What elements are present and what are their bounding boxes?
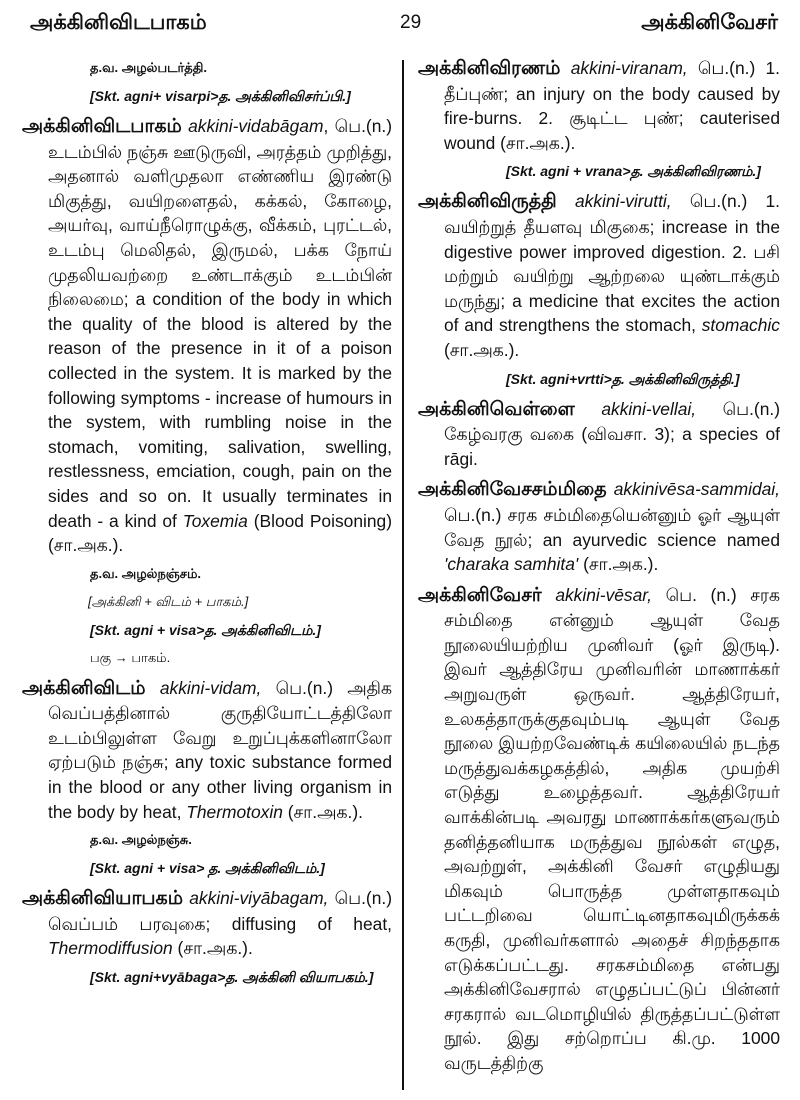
headword: அக்கினிவேசசம்மிதை	[418, 479, 607, 501]
transliteration: akkini-viranam,	[570, 58, 688, 78]
dictionary-entry	[416, 583, 780, 1076]
transliteration: akkini-virutti,	[574, 191, 672, 212]
definition: பெ.(n.) உடம்பில் நஞ்சு ஊடுருவி, அரத்தம் முறித்து, அதனால் வளிமுதலா எண்ணிய இரண்டு மிகுத்து, வயிறளைதல், கக்கல், கோழை, அயர்வு, வாய்நீரொழுக்கு, வீக்கம், புரட்டல், உடம்பு மெலிதல், இருமல், பக்க நோய் முதலியவற்றை உண்டாக்கும் உடம்பின் நிலைமை; a condition of the body in which the quality of the blood is altered by the reason of the presence in it of a poison collected in the system. It is marked by the following symptoms - increase of humours in the system, with rumbling noise in the stomach, vomiting, salivation, swelling, restlessness, emciation, cough, pain on the sides and so on. It usually terminates in death - a kind of	[48, 116, 392, 531]
transliteration: akkini-viyābagam,	[189, 888, 329, 909]
definition: பெ.(n.) வெப்பம் பரவுகை; diffusing of heat,	[48, 888, 392, 934]
derivation-line: [அக்கினி + விடம் + பாகம்.]	[88, 593, 249, 609]
page-header	[30, 6, 778, 46]
column-divider	[402, 60, 404, 1090]
etymology-line: [Skt. agni+vyābaga>த. அக்கினி வியாபகம்.]	[90, 969, 374, 986]
headword: அக்கினிவேசர்	[418, 584, 542, 606]
headword: அக்கினிவிரணம்	[418, 58, 561, 79]
definition-italic: 'charaka samhita'	[444, 554, 579, 575]
etymology-line: [Skt. agni + visa> த. அக்கினிவிடம்.]	[90, 860, 325, 877]
definition-italic: stomachic	[701, 315, 780, 336]
headword: அக்கினிவிடபாகம்	[22, 116, 182, 137]
definition-tail: (சா.அக.).	[172, 938, 253, 959]
right-column	[416, 56, 780, 1082]
transliteration: akkinivēsa-sammidai,	[613, 479, 780, 500]
note-line: த.வ. அழல்நஞ்சம்.	[90, 565, 202, 581]
dictionary-entry	[416, 477, 780, 576]
dictionary-entry	[20, 676, 392, 825]
definition: பெ.(n.) அதிக வெப்பத்தினால் குருதியோட்டத்திலோ உடம்பிலுள்ள வேறு உறுப்புக்களினாலோ ஏற்படும் நஞ்சு; any toxic substance formed in the blood or any other living organism in the body by heat,	[48, 677, 392, 822]
etymology-line: [Skt. agni + visa>த. அக்கினிவிடம்.]	[90, 621, 321, 638]
definition-tail: (சா.அக.).	[444, 339, 520, 360]
definition-tail: (சா.அக.).	[282, 801, 363, 822]
dictionary-entry	[416, 397, 780, 472]
etymology-line: [Skt. agni+ visarpi>த. அக்கினிவிசர்ப்பி.]	[90, 88, 351, 104]
transliteration: akkini-vidabāgam	[188, 116, 324, 136]
header-right-guideword: அக்கினிவேசர்	[641, 10, 778, 34]
dictionary-entry	[416, 56, 780, 155]
dictionary-entry	[20, 114, 392, 558]
comma: ,	[323, 116, 329, 136]
dictionary-entry	[20, 886, 392, 961]
definition-italic: Thermodiffusion	[48, 938, 173, 959]
etymology-line: [Skt. agni+vrtti>த. அக்கினிவிருத்தி.]	[506, 370, 740, 387]
note-line: த.வ. அழல்நஞ்சு.	[90, 832, 192, 848]
definition: பெ.(n.) கேழ்வரகு வகை (விவசா. 3); a species of rāgi.	[444, 398, 780, 469]
dictionary-entry	[416, 189, 780, 362]
page-number: 29	[400, 12, 422, 33]
definition: பெ.(n.) 1. வயிற்றுத் தீயளவு மிகுகை; increase in the digestive power improved digestion. 2. பசி மற்றும் வயிற்று ஆற்றலை யுண்டாக்கும் மருந்து; a medicine that excites the action of and strengthens the stomach,	[444, 191, 780, 336]
headword: அக்கினிவிருத்தி	[418, 191, 557, 213]
root-line: பகு → பாகம்.	[90, 649, 171, 665]
definition-italic: Thermotoxin	[186, 801, 283, 822]
headword: அக்கினிவியாபகம்	[22, 888, 183, 910]
transliteration: akkini-vellai,	[601, 398, 697, 419]
definition: பெ.(n.) 1. தீப்புண்; an injury on the body caused by fire-burns. 2. சூடிட்ட புண்; cauterised wound (சா.அக.).	[444, 58, 780, 153]
left-column	[20, 56, 392, 995]
definition: பெ. (n.) சரக சம்மிதை என்னும் ஆயுள் வேத நூலையியற்றிய முனிவர் (ஓர் இருடி). இவர் ஆத்திரேய முனிவரின் மாணாக்கர் அறுவருள் ஒருவர். ஆத்திரேயர், உலகத்தாருக்குதவும்படி ஆயுள் வேத நூலை இயற்றவேண்டிக் கயிலையில் நடந்த மருத்துவக்கழகத்தில், அதிக முயற்சி எடுத்து உழைத்தவர். ஆத்திரேயர் வாக்கின்படி அவரது மாணாக்கர்களுவரும் தனித்தனியாக மருத்துவ நூல்கள் எழுத, அவற்றுள், அக்கினி வேசர் எழுதியது மிகவும் பொருத்த முள்ளதாகவும் பட்டறிவை யொட்டினதாகவுமிருக்கக் கருதி, முனிவர்களால் அதைச் சிறந்ததாக எடுக்கப்பட்டது. சரகசம்மிதை என்பது அக்கினிவேசரால் எழுதப்பட்டுப் பின்னர் சரகரால் வடமொழியில் திருத்தப்பட்டுள்ள நூல். இது சற்றொப்ப கி.மு. 1000 வருடத்திற்கு	[444, 584, 780, 1073]
transliteration: akkini-vēsar,	[555, 584, 652, 605]
etymology-line: [Skt. agni + vrana>த. அக்கினிவிரணம்.]	[506, 163, 761, 180]
definition-tail: (Blood Poisoning) (சா.அக.).	[48, 510, 393, 556]
transliteration: akkini-vidam,	[159, 677, 262, 698]
headword: அக்கினிவிடம்	[22, 677, 146, 699]
definition-tail: (சா.அக.).	[578, 554, 659, 575]
headword: அக்கினிவெள்ளை	[418, 398, 575, 420]
definition-italic: Toxemia	[182, 510, 248, 531]
definition: பெ.(n.) சரக சம்மிதையென்னும் ஓர் ஆயுள் வேத நூல்; an ayurvedic science named	[444, 504, 780, 550]
note-line: த.வ. அழல்படர்த்தி.	[90, 60, 207, 75]
header-left-guideword: அக்கினிவிடபாகம்	[30, 10, 207, 34]
